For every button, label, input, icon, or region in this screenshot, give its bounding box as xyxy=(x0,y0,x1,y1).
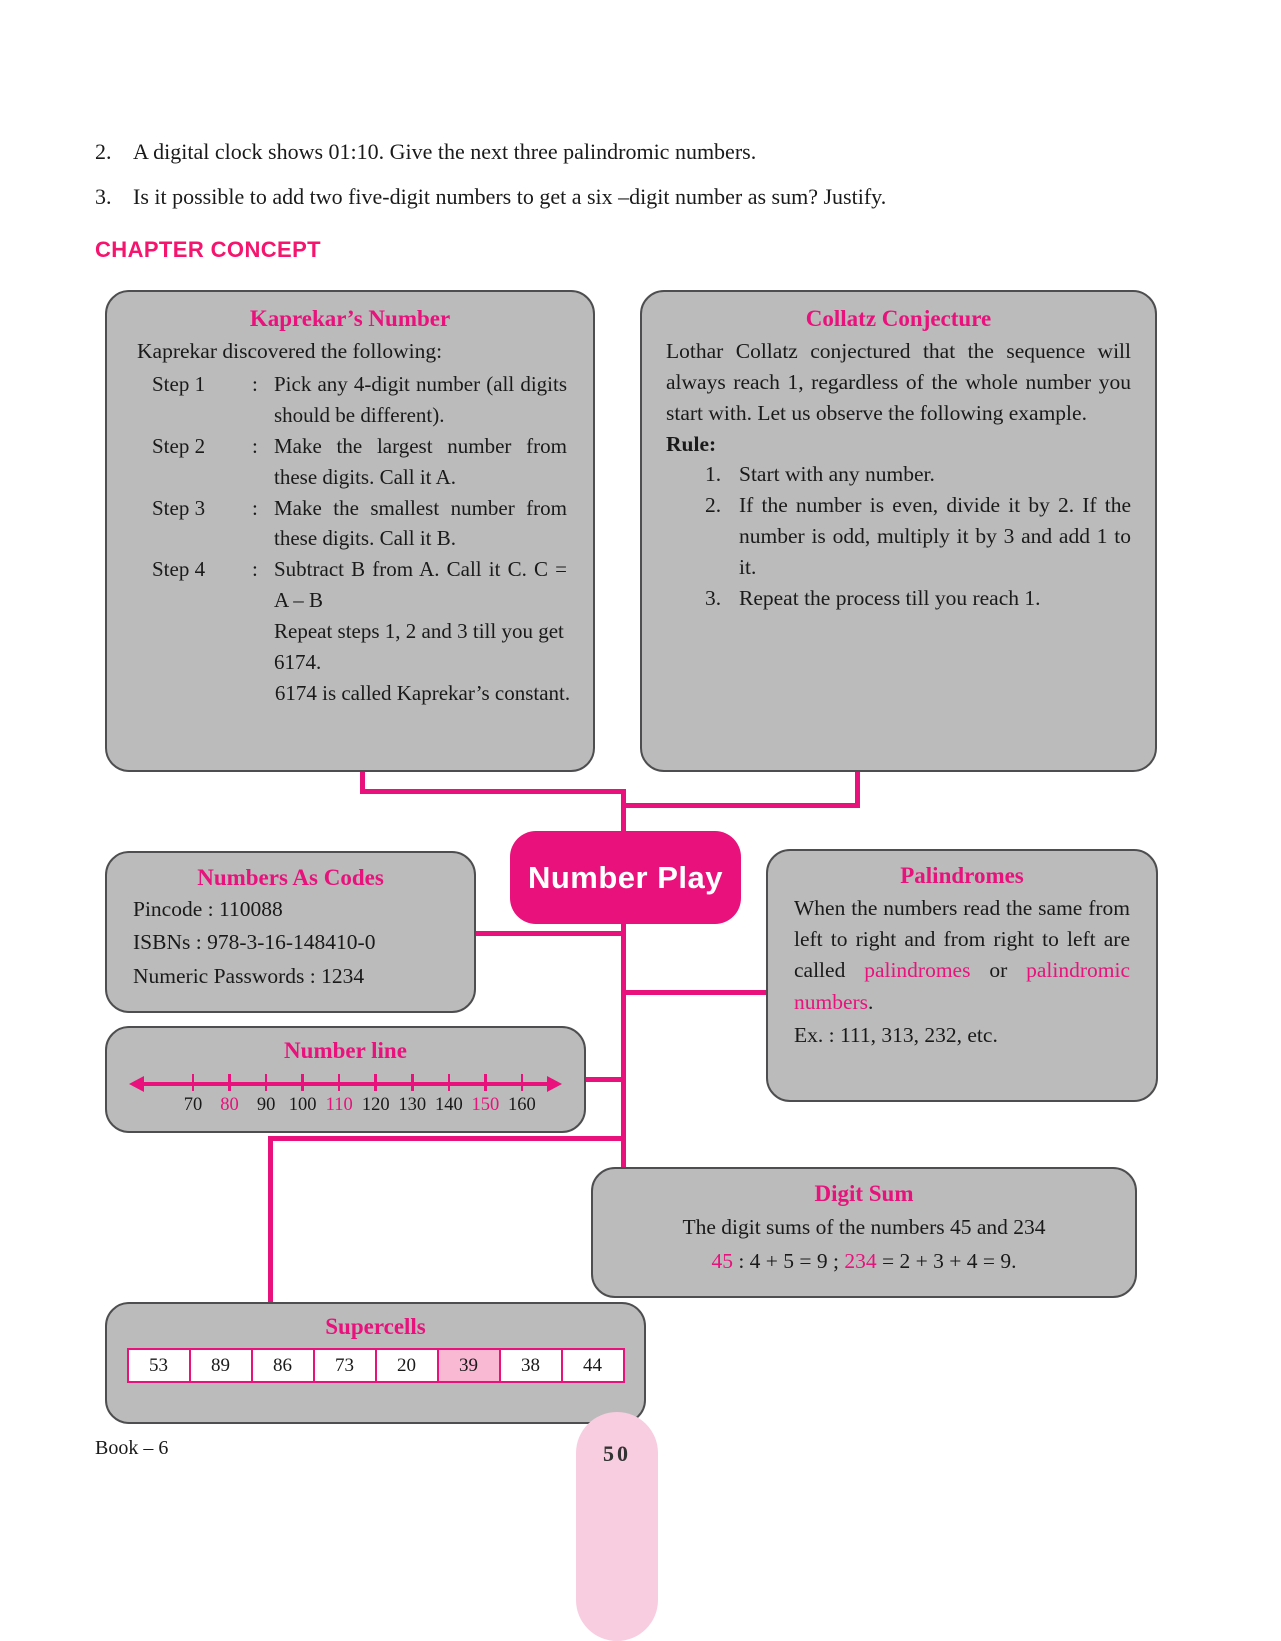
connector-spine-lower xyxy=(621,920,626,1170)
step-3-text: Make the smallest number from these digits. Call it B. xyxy=(274,495,567,551)
palindromes-highlight-2: palindromic numbers xyxy=(794,958,1130,1014)
tick-120 xyxy=(358,1074,394,1116)
supercell-73: 73 xyxy=(313,1350,375,1381)
rule-number: 3. xyxy=(705,586,722,611)
equation-text: : 4 + 5 = 9 ; xyxy=(732,1249,845,1274)
tick-label: 100 xyxy=(288,1095,317,1115)
step-3-colon: : xyxy=(252,495,258,520)
kaprekar-number-box xyxy=(105,290,595,772)
digit-sum-title: Digit Sum xyxy=(814,1181,914,1206)
tick-label: 70 xyxy=(183,1095,203,1115)
tick-150 xyxy=(467,1074,503,1116)
codes-line-password: Numeric Passwords : 1234 xyxy=(133,963,365,988)
palindromes-paragraph xyxy=(794,893,1130,1018)
numbers-as-codes-box xyxy=(105,851,476,1013)
tick-mark xyxy=(265,1074,268,1091)
equation-number-234: 234 xyxy=(844,1249,877,1274)
digit-sum-equation xyxy=(613,1245,1115,1277)
number-line-graphic xyxy=(127,1068,564,1120)
connector-collatz-horizontal xyxy=(624,803,860,808)
palindromes-text: When the numbers read the same from left to right and from right to left are called xyxy=(794,896,1130,983)
tick-160 xyxy=(504,1074,540,1116)
digit-sum-description: The digit sums of the numbers 45 and 234 xyxy=(682,1215,1046,1239)
connector-kaprekar-horizontal xyxy=(360,789,626,794)
collatz-conjecture-box xyxy=(640,290,1157,772)
kaprekar-title: Kaprekar’s Number xyxy=(249,306,451,331)
tick-mark xyxy=(301,1074,304,1091)
tick-80 xyxy=(212,1074,248,1116)
tick-mark xyxy=(338,1074,341,1091)
step-2-colon: : xyxy=(252,433,258,458)
step-4-label: Step 4 xyxy=(152,557,206,582)
supercell-89: 89 xyxy=(189,1350,251,1381)
palindromes-text: or xyxy=(970,958,1027,983)
supercell-44: 44 xyxy=(561,1350,623,1381)
rule-text: If the number is even, divide it by 2. If the number is odd, multiply it by 3 and add 1 to it. xyxy=(739,492,1131,580)
equation-text: = 2 + 3 + 4 = 9. xyxy=(876,1249,1017,1274)
connector-palindromes-branch xyxy=(624,990,768,995)
step-1-label: Step 1 xyxy=(152,372,206,397)
collatz-intro: Lothar Collatz conjectured that the sequence will always reach 1, regardless of the whole number you start with. Let us observe the following example. xyxy=(666,339,1131,426)
question-text: Is it possible to add two five-digit numbers to get a six –digit number as sum? Justify. xyxy=(133,184,887,209)
tick-label-highlighted: 150 xyxy=(471,1095,500,1115)
codes-line-isbn: ISBNs : 978-3-16-148410-0 xyxy=(133,930,376,955)
connector-codes-branch xyxy=(474,931,624,936)
tick-mark xyxy=(192,1074,195,1091)
tick-mark xyxy=(484,1074,487,1091)
tick-label: 160 xyxy=(508,1095,536,1115)
palindromes-box xyxy=(766,849,1158,1102)
number-play-label: Number Play xyxy=(527,859,723,895)
collatz-rule-2 xyxy=(705,490,1131,584)
rule-text: Repeat the process till you reach 1. xyxy=(739,586,1041,611)
tick-mark xyxy=(521,1074,524,1091)
book-label: Book – 6 xyxy=(95,1437,169,1459)
connector-spine-upper xyxy=(621,789,626,835)
number-line-ticks xyxy=(175,1074,540,1116)
connector-numberline-branch xyxy=(584,1077,624,1082)
number-line-title: Number line xyxy=(284,1038,407,1063)
tick-mark xyxy=(448,1074,451,1091)
step-3-label: Step 3 xyxy=(152,495,206,520)
connector-supercells-horizontal xyxy=(268,1136,626,1141)
question-number: 3. xyxy=(95,184,112,209)
tick-label-highlighted: 80 xyxy=(220,1095,239,1115)
rule-text: Start with any number. xyxy=(739,461,935,486)
tick-label: 90 xyxy=(256,1095,276,1115)
step-4-colon: : xyxy=(252,557,258,582)
page-number: 50 xyxy=(603,1441,631,1466)
step-2-text: Make the largest number from these digits. Call it A. xyxy=(274,433,567,489)
kaprekar-repeat-note: Repeat steps 1, 2 and 3 till you get 6174. xyxy=(274,619,564,674)
tick-130 xyxy=(394,1074,430,1116)
supercells-box xyxy=(105,1302,646,1424)
palindromes-title: Palindromes xyxy=(900,863,1024,888)
question-number: 2. xyxy=(95,139,112,164)
kaprekar-steps xyxy=(152,369,567,616)
collatz-rule-3 xyxy=(705,583,1131,614)
tick-100 xyxy=(285,1074,321,1116)
supercell-86: 86 xyxy=(251,1350,313,1381)
tick-mark xyxy=(411,1074,414,1091)
question-2 xyxy=(95,139,756,165)
step-4-text: Subtract B from A. Call it C. C = A – B xyxy=(274,557,567,613)
step-1-text: Pick any 4-digit number (all digits should be different). xyxy=(274,372,567,428)
digit-sum-box xyxy=(591,1167,1137,1298)
tick-label-highlighted: 110 xyxy=(325,1095,353,1115)
collatz-rules xyxy=(705,459,1131,615)
codes-title: Numbers As Codes xyxy=(197,865,384,890)
number-line-box xyxy=(105,1026,586,1133)
tick-mark xyxy=(374,1074,377,1091)
tick-140 xyxy=(431,1074,467,1116)
palindromes-example: Ex. : 111, 313, 232, etc. xyxy=(794,1022,998,1047)
question-3 xyxy=(95,184,886,210)
rule-number: 1. xyxy=(705,461,722,486)
supercells-title: Supercells xyxy=(325,1314,426,1339)
tick-label: 130 xyxy=(398,1095,427,1115)
supercell-38: 38 xyxy=(499,1350,561,1381)
supercell-53: 53 xyxy=(129,1350,189,1381)
tick-label: 120 xyxy=(361,1095,390,1115)
connector-supercells-down xyxy=(268,1136,273,1304)
equation-number-45: 45 xyxy=(711,1249,733,1274)
collatz-rule-label: Rule: xyxy=(666,431,717,456)
kaprekar-intro: Kaprekar discovered the following: xyxy=(137,339,443,363)
step-2-label: Step 2 xyxy=(152,433,206,458)
right-arrow-icon xyxy=(547,1076,562,1092)
codes-line-pincode: Pincode : 110088 xyxy=(133,897,283,921)
collatz-rule-1 xyxy=(705,459,1131,490)
palindromes-text: . xyxy=(868,989,874,1014)
tick-90 xyxy=(248,1074,284,1116)
palindromes-highlight-1: palindromes xyxy=(864,958,971,983)
question-text: A digital clock shows 01:10. Give the next three palindromic numbers. xyxy=(133,139,757,164)
number-play-node xyxy=(510,831,741,924)
tick-110 xyxy=(321,1074,357,1116)
collatz-title: Collatz Conjecture xyxy=(805,306,992,331)
chapter-concept-heading: CHAPTER CONCEPT xyxy=(95,237,322,262)
supercell-39-highlighted: 39 xyxy=(437,1350,499,1381)
tick-70 xyxy=(175,1074,211,1116)
rule-number: 2. xyxy=(705,492,722,517)
tick-label: 140 xyxy=(434,1095,463,1115)
tick-mark xyxy=(228,1074,231,1091)
kaprekar-constant-note: 6174 is called Kaprekar’s constant. xyxy=(274,680,571,705)
supercells-row xyxy=(127,1348,625,1383)
supercells-row-wrap xyxy=(127,1348,624,1383)
step-1-colon: : xyxy=(252,372,258,397)
supercell-20: 20 xyxy=(375,1350,437,1381)
